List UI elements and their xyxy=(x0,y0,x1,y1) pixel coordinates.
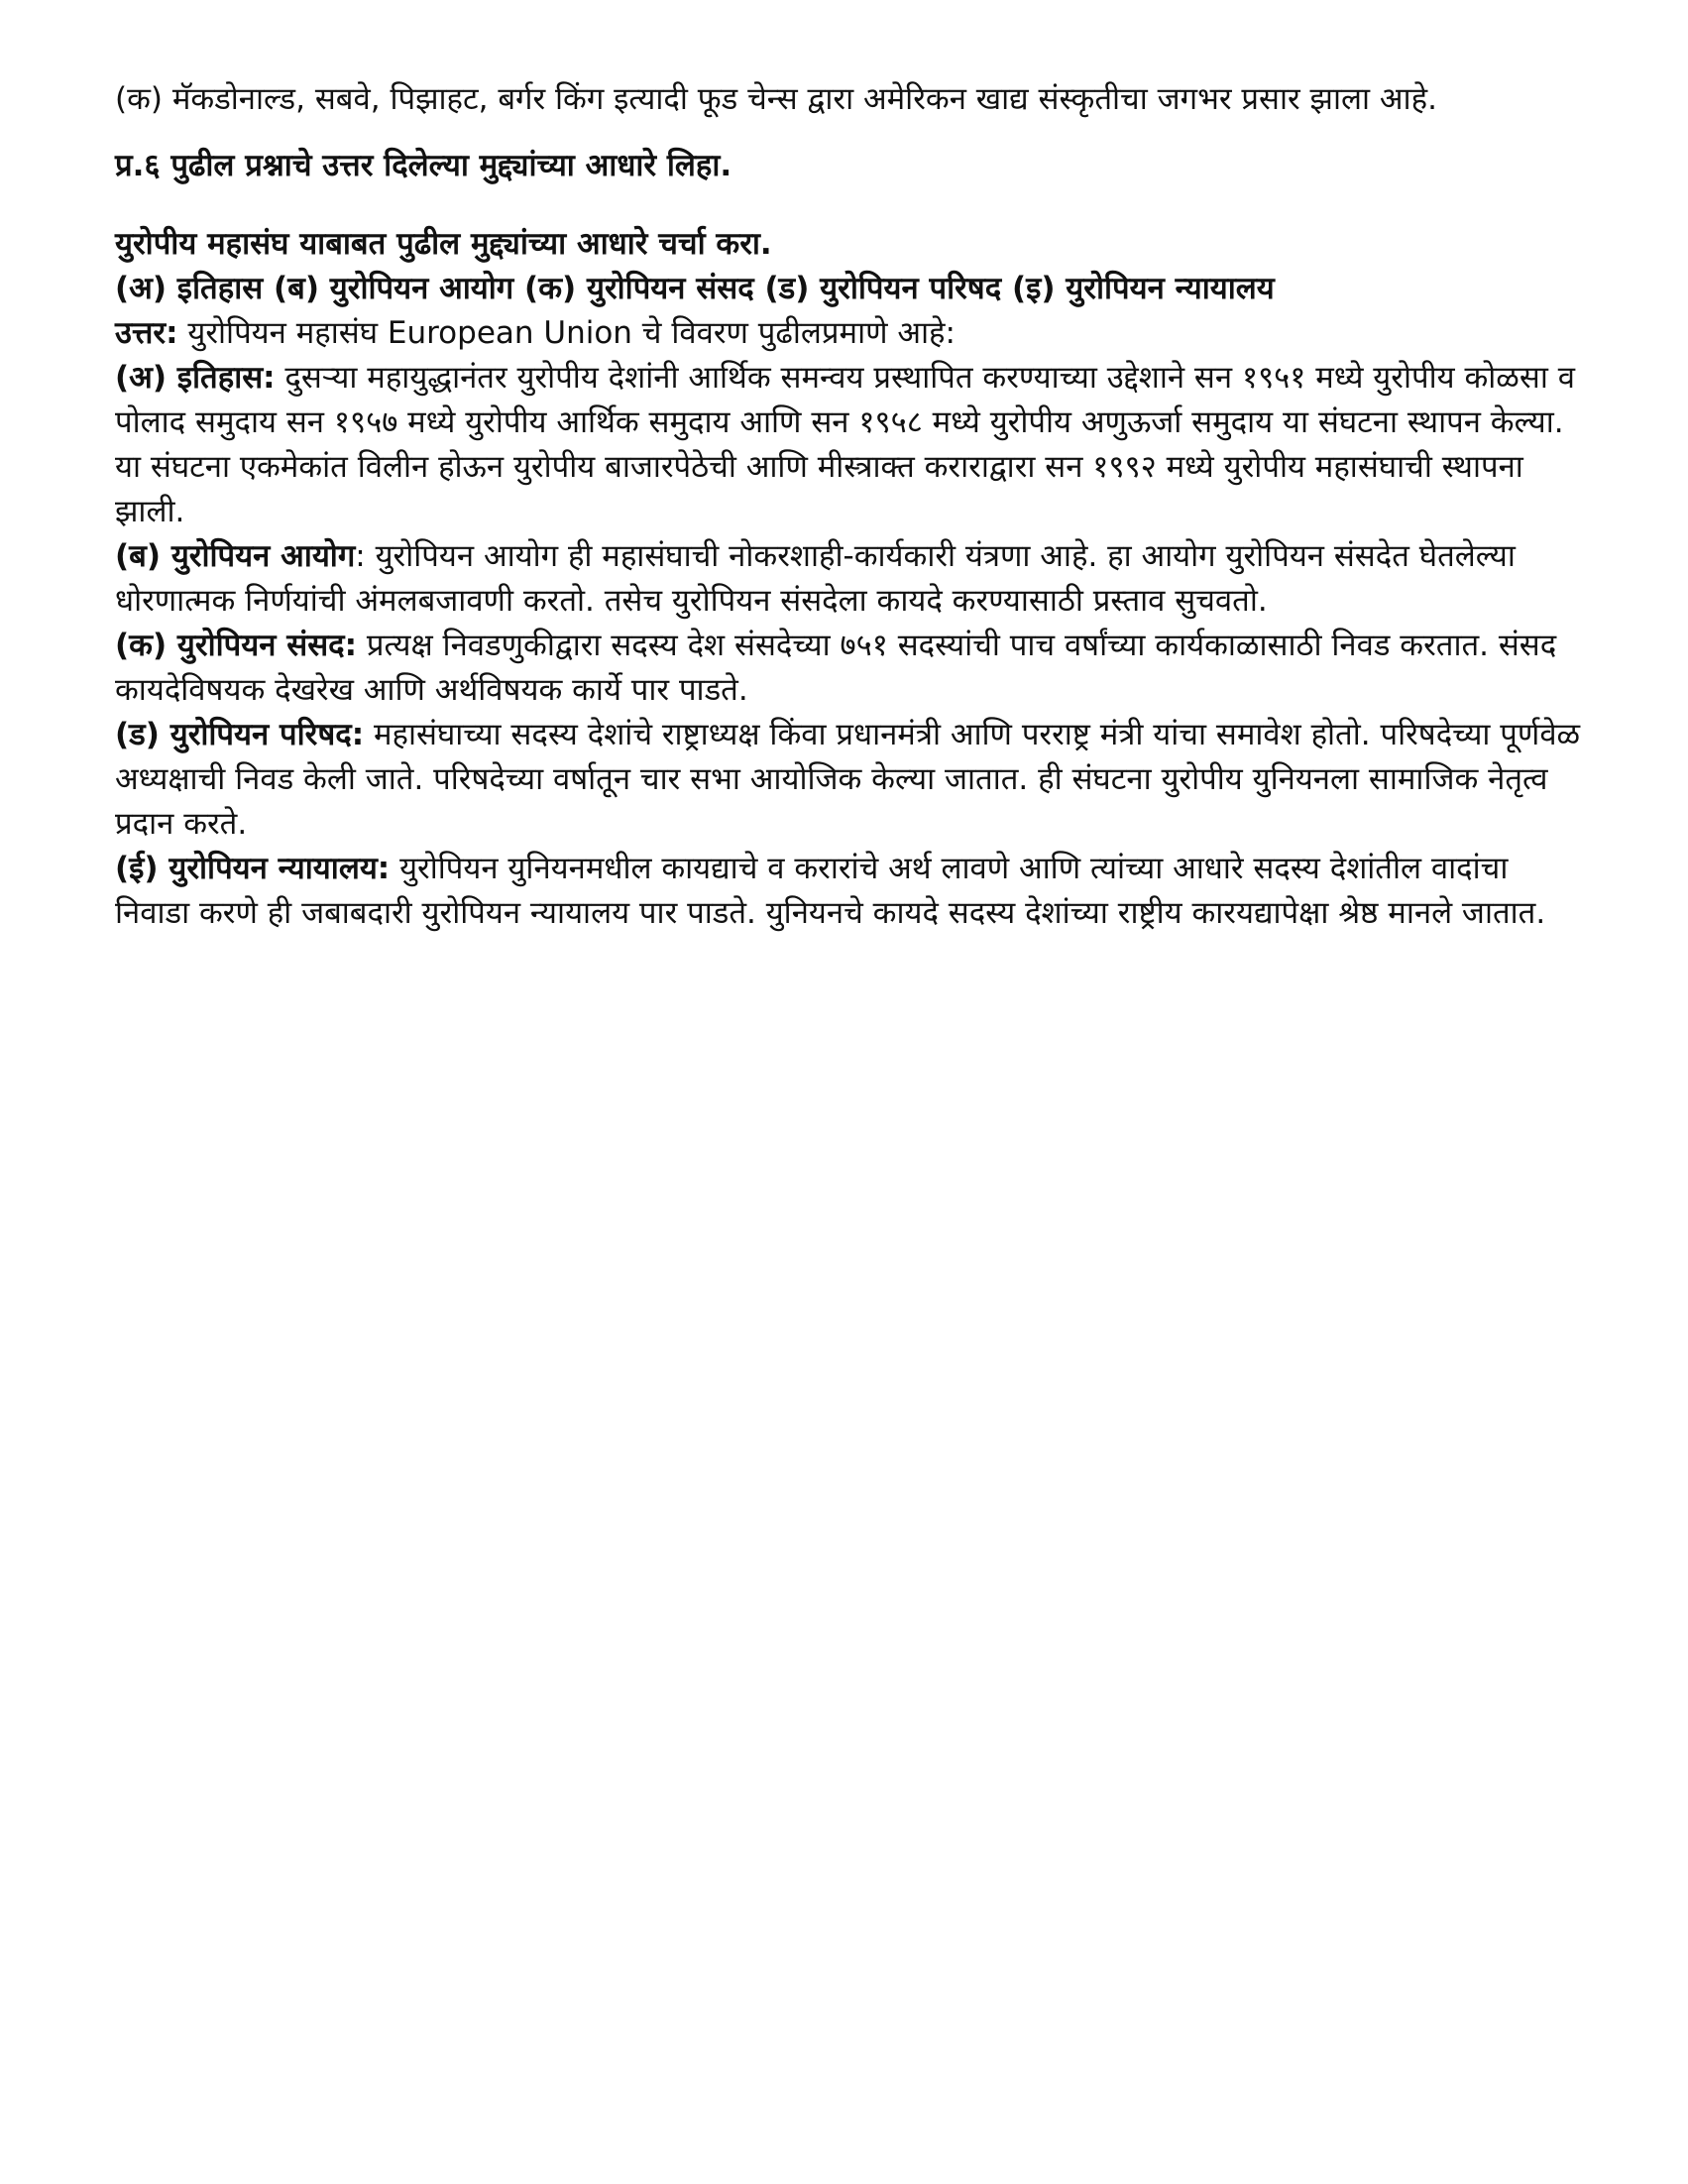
question-points: (अ) इतिहास (ब) युरोपियन आयोग (क) युरोपियन संसद (ड) युरोपियन परिषद (इ) युरोपियन न्यायालय xyxy=(115,271,1275,306)
document-page xyxy=(115,77,1582,936)
section-european-commission xyxy=(115,534,1582,624)
answer-paragraph xyxy=(115,311,1582,356)
section-text: : युरोपियन आयोग ही महासंघाची नोकरशाही-कार्यकारी यंत्रणा आहे. हा आयोग युरोपियन संसदेत घेतलेल्या धोरणात्मक निर्णयांची अंमलबजावणी करतो. तसेच युरोपियन संसदेला कायदे करण्यासाठी प्रस्ताव सुचवतो. xyxy=(115,538,1516,619)
section-text: महासंघाच्या सदस्य देशांचे राष्ट्राध्यक्ष किंवा प्रधानमंत्री आणि परराष्ट्र मंत्री यांचा समावेश होतो. परिषदेच्या पूर्णवेळ अध्यक्षाची निवड केली जाते. परिषदेच्या वर्षातून चार सभा आयोजिक केल्या जातात. ही संघटना युरोपीय युनियनला सामाजिक नेतृत्व प्रदान करते. xyxy=(115,717,1581,842)
section-european-court xyxy=(115,847,1582,936)
answer-label: उत्तर: xyxy=(115,315,178,351)
section-text: दुसऱ्या महायुद्धानंतर युरोपीय देशांनी आर्थिक समन्वय प्रस्थापित करण्याच्या उद्देशाने सन १९५१ मध्ये युरोपीय कोळसा व पोलाद समुदाय सन १९५७ मध्ये युरोपीय आर्थिक समुदाय आणि सन १९५८ मध्ये युरोपीय अणुऊर्जा समुदाय या संघटना स्थापन केल्या. या संघटना एकमेकांत विलीन होऊन युरोपीय बाजारपेठेची आणि मीस्त्राक्त कराराद्वारा सन १९९२ मध्ये युरोपीय महासंघाची स्थापना झाली. xyxy=(115,360,1575,529)
question-topic: युरोपीय महासंघ याबाबत पुढील मुद्द्यांच्या आधारे चर्चा करा. xyxy=(115,226,772,262)
section-label: (क) युरोपियन संसद: xyxy=(115,628,358,663)
answer-text: युरोपियन महासंघ European Union चे विवरण पुढीलप्रमाणे आहे: xyxy=(177,315,956,351)
section-european-parliament xyxy=(115,624,1582,713)
section-text: युरोपियन युनियनमधील कायद्याचे व करारांचे अर्थ लावणे आणि त्यांच्या आधारे सदस्य देशांतील वादांचा निवाडा करणे ही जबाबदारी युरोपियन न्यायालय पार पाडते. युनियनचे कायदे सदस्य देशांच्या राष्ट्रीय कारयद्यापेक्षा श्रेष्ठ मानले जातात. xyxy=(115,851,1546,931)
intro-paragraph: (क) मॅकडोनाल्ड, सबवे, पिझाहट, बर्गर किंग इत्यादी फूड चेन्स द्वारा अमेरिकन खाद्य संस्कृतीचा जगभर प्रसार झाला आहे. xyxy=(115,81,1437,117)
section-label: (ब) युरोपियन आयोग xyxy=(115,538,356,574)
section-label: (ड) युरोपियन परिषद: xyxy=(115,717,365,752)
section-european-council xyxy=(115,713,1582,847)
section-label: (ई) युरोपियन न्यायालय: xyxy=(115,851,391,886)
question-heading: प्र.६ पुढील प्रश्नाचे उत्तर दिलेल्या मुद्द्यांच्या आधारे लिहा. xyxy=(115,148,732,183)
section-label: (अ) इतिहास: xyxy=(115,360,276,396)
section-text: प्रत्यक्ष निवडणुकीद्वारा सदस्य देश संसदेच्या ७५१ सदस्यांची पाच वर्षांच्या कार्यकाळासाठी निवड करतात. संसद कायदेविषयक देखरेख आणि अर्थविषयक कार्ये पार पाडते. xyxy=(115,628,1557,708)
section-history xyxy=(115,356,1582,534)
